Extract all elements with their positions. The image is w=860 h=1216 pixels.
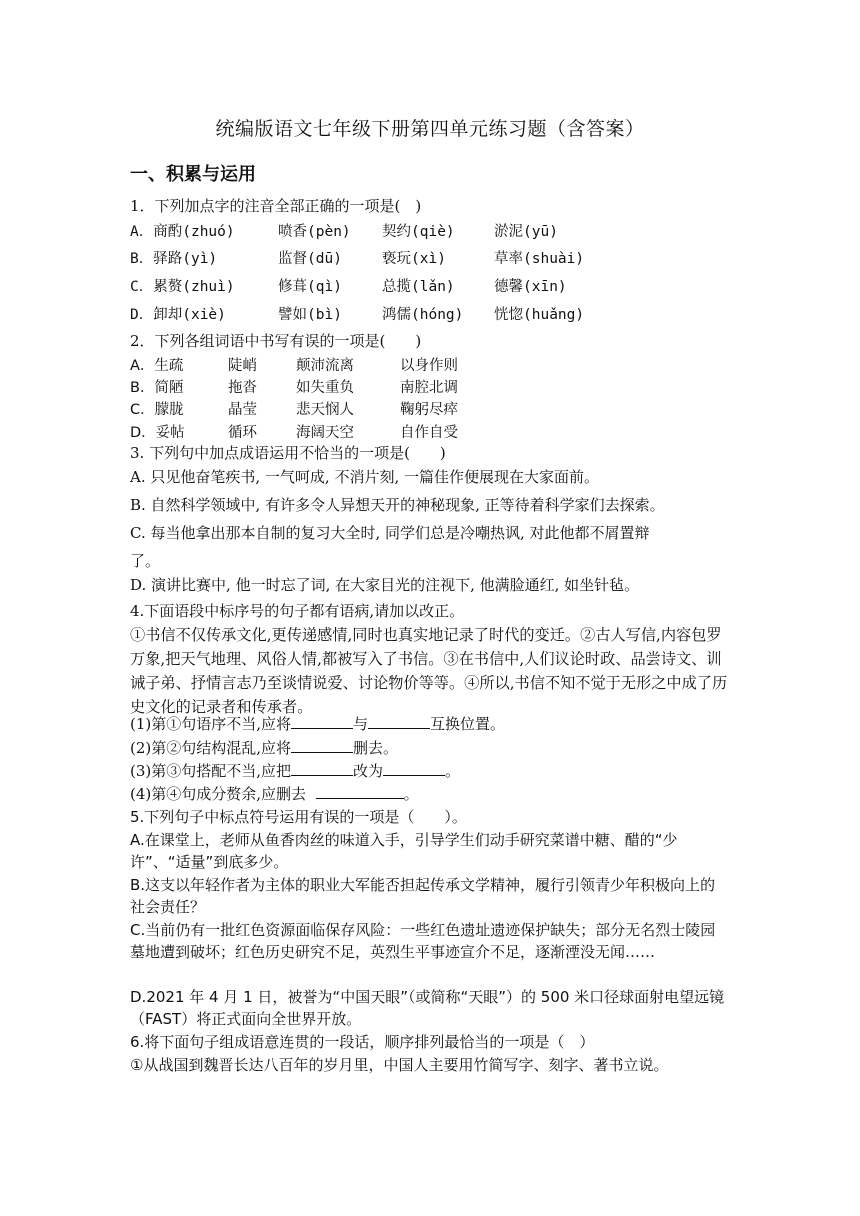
q2-c-3: 悲天悯人 <box>296 402 354 418</box>
q4-s3-mid: 改为 <box>353 762 384 780</box>
q2-d-2: 循环 <box>228 425 257 441</box>
q4-sub-3 <box>130 760 460 782</box>
q1-a-2: 喷香(pèn) <box>278 224 351 240</box>
q4-s3-text: (3)第③句搭配不当,应把 <box>130 762 292 780</box>
answer-blank[interactable] <box>316 784 404 799</box>
q2-d-3: 海阔天空 <box>296 425 354 441</box>
q1-a-4: 淤泥(yū) <box>494 224 558 240</box>
q5-option-b: B.这支以年轻作者为主体的职业大军能否担起传承文学精神，履行引领青少年积极向上的社会责任？ <box>130 876 716 916</box>
q4-s4-end: 。 <box>403 785 419 803</box>
q1-d-4: 恍惚(huǎng) <box>494 307 585 323</box>
q2-c-1: C．朦胧 <box>130 402 184 418</box>
q4-stem: 4.下面语段中标序号的句子都有语病,请加以改正。 <box>130 602 465 620</box>
q6-sentence-1: ①从战国到魏晋长达八百年的岁月里，中国人主要用竹简写字、刻字、著书立说。 <box>130 1056 669 1074</box>
q2-c-2: 晶莹 <box>228 402 257 418</box>
q3-stem: 3. 下列句中加点成语运用不恰当的一项是( ) <box>130 444 446 462</box>
q2-d-4: 自作自受 <box>400 425 458 441</box>
q2-a-2: 陡峭 <box>228 358 257 374</box>
q1-d-3: 鸿儒(hóng) <box>382 307 464 323</box>
q1-c-4: 德馨(xīn) <box>494 279 567 295</box>
q4-sub-4 <box>130 783 419 805</box>
q4-sub-1 <box>130 713 505 735</box>
q1-a-1: A．商酌(zhuó) <box>130 224 235 240</box>
q5-option-a: A.在课堂上，老师从鱼香肉丝的味道入手，引导学生们动手研究菜谱中糖、醋的“少许”、“适量”到底多少。 <box>130 831 678 871</box>
answer-blank[interactable] <box>368 714 430 729</box>
q1-a-3: 契约(qiè) <box>382 224 455 240</box>
q1-b-2: 监督(dū) <box>278 251 342 267</box>
q1-d-2: 譬如(bì) <box>278 307 342 323</box>
q5-option-d: D.2021 年 4 月 1 日，被誉为“中国天眼”（或简称“天眼”）的 500 米口径球面射电望远镜（FAST）将正式面向全世界开放。 <box>130 988 725 1028</box>
q4-s1-mid: 与 <box>353 715 369 733</box>
q1-c-2: 修葺(qì) <box>278 279 342 295</box>
q2-c-4: 鞠躬尽瘁 <box>400 402 458 418</box>
q4-sub-2 <box>130 737 398 759</box>
q5-option-c: C.当前仍有一批红色资源面临保存风险：一些红色遗址遗迹保护缺失；部分无名烈士陵园墓地遭到破坏；红色历史研究不足，英烈生平事迹宣介不足，逐渐湮没无闻…… <box>130 921 716 961</box>
q2-b-4: 南腔北调 <box>400 380 458 396</box>
q4-s4-text: (4)第④句成分赘余,应删去 <box>130 785 307 803</box>
q3-option-c: C. 每当他拿出那本自制的复习大全时, 同学们总是冷嘲热讽, 对此他都不屑置辩 <box>130 524 650 542</box>
q2-stem: 2．下列各组词语中书写有误的一项是( ) <box>130 332 422 350</box>
answer-blank[interactable] <box>291 738 353 753</box>
q1-b-3: 亵玩(xì) <box>382 251 446 267</box>
section-heading: 一、积累与运用 <box>130 164 256 185</box>
q5-stem: 5.下列句子中标点符号运用有误的一项是（ ）。 <box>130 808 467 826</box>
q3-option-c-cont: 了。 <box>130 552 161 570</box>
q2-a-3: 颠沛流离 <box>296 358 354 374</box>
q1-c-1: C．累赘(zhuì) <box>130 279 235 295</box>
q3-option-b: B. 自然科学领域中, 有许多令人异想天开的神秘现象, 正等待着科学家们去探索。 <box>130 496 665 514</box>
q2-a-1: A．生疏 <box>130 358 184 374</box>
q1-c-3: 总揽(lǎn) <box>382 279 455 295</box>
q3-option-d: D. 演讲比赛中, 他一时忘了词, 在大家目光的注视下, 他满脸通红, 如坐针毡。 <box>130 576 640 594</box>
q1-b-4: 草率(shuài) <box>494 251 585 267</box>
answer-blank[interactable] <box>291 714 353 729</box>
q2-b-2: 拖沓 <box>228 380 257 396</box>
q1-d-1: D．卸却(xiè) <box>130 307 226 323</box>
q6-stem: 6.将下面句子组成语意连贯的一段话，顺序排列最恰当的一项是（ ） <box>130 1033 595 1051</box>
q2-b-1: B．简陋 <box>130 380 184 396</box>
page-title: 统编版语文七年级下册第四单元练习题（含答案） <box>215 118 645 140</box>
q4-passage: ①书信不仅传承文化,更传递感情,同时也真实地记录了时代的变迁。②古人写信,内容包罗万象,把天气地理、风俗人情,都被写入了书信。③在书信中,人们议论时政、品尝诗文、训诫子弟、抒情言志乃至谈情说爱、讨论物价等等。④所以,书信不知不觉于无形之中成了历史文化的记录者和传承者。 <box>130 626 728 716</box>
q2-b-3: 如失重负 <box>296 380 354 396</box>
answer-blank[interactable] <box>291 761 353 776</box>
q2-a-4: 以身作则 <box>400 358 458 374</box>
q4-s3-end: 。 <box>445 762 461 780</box>
answer-blank[interactable] <box>383 761 445 776</box>
q4-s2-text: (2)第②句结构混乱,应将 <box>130 739 292 757</box>
q4-s1-end: 互换位置。 <box>430 715 506 733</box>
q3-option-a: A. 只见他奋笔疾书, 一气呵成, 不消片刻, 一篇佳作便展现在大家面前。 <box>130 468 599 486</box>
q2-d-1: D．妥帖 <box>130 425 185 441</box>
q1-stem: 1．下列加点字的注音全部正确的一项是( ) <box>130 197 422 215</box>
q4-s1-text: (1)第①句语序不当,应将 <box>130 715 292 733</box>
q4-s2-end: 删去。 <box>353 739 399 757</box>
q1-b-1: B．驿路(yì) <box>130 251 218 267</box>
